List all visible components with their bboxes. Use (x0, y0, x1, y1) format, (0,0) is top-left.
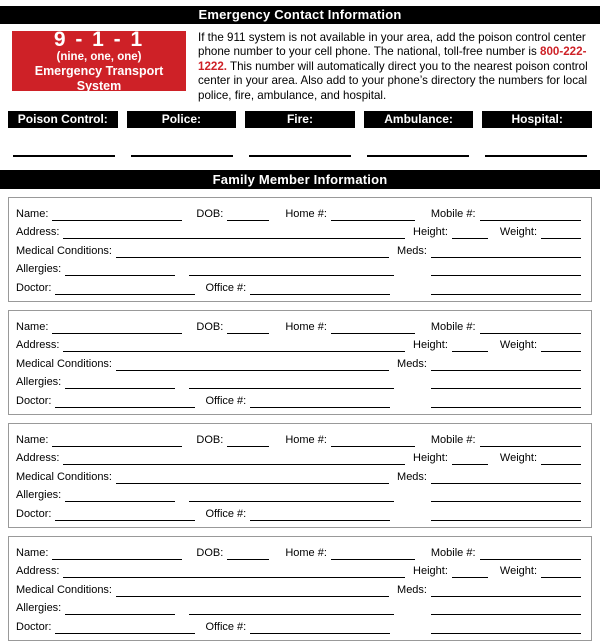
allergies-field-line[interactable] (65, 603, 175, 615)
allergies-label: Allergies: (16, 263, 62, 276)
name-field-line[interactable] (52, 548, 182, 560)
name-label: Name: (16, 546, 49, 559)
911-phonetic: (nine, one, one) (56, 51, 142, 63)
family-member-block (8, 423, 592, 528)
meds-label: Meds: (397, 470, 427, 483)
intro-text-after: This number will automatically direct you to the nearest poison control center in your area. Also add to your phone’s directory the numbers for local police, fire, ambulance, and hospital. (198, 59, 588, 102)
allergies-field-line[interactable] (65, 490, 175, 502)
meds-label: Meds: (397, 583, 427, 596)
mobile-phone-label: Mobile #: (430, 320, 476, 333)
name-label: Name: (16, 320, 49, 333)
section-header-family-member: Family Member Information (0, 170, 600, 189)
address-label: Address: (16, 565, 60, 578)
doctor-field-line[interactable] (55, 396, 195, 408)
height-field-line[interactable] (452, 566, 488, 578)
member-row-name (16, 315, 581, 334)
office-phone-label: Office #: (205, 620, 247, 633)
name-field-line[interactable] (52, 209, 182, 221)
dob-label: DOB: (196, 433, 224, 446)
member-row-allergies (16, 597, 581, 616)
police-label: Police: (127, 111, 237, 128)
allergies-label: Allergies: (16, 489, 62, 502)
doctor-label: Doctor: (16, 507, 52, 520)
name-field-line[interactable] (52, 322, 182, 334)
doctor-field-line[interactable] (55, 509, 195, 521)
doctor-field-line[interactable] (55, 622, 195, 634)
meds-continuation-line-2[interactable] (431, 396, 581, 408)
address-label: Address: (16, 339, 60, 352)
home-phone-label: Home #: (285, 207, 327, 220)
office-phone-field-line[interactable] (250, 622, 390, 634)
dob-label: DOB: (196, 320, 224, 333)
dob-field-line[interactable] (227, 435, 269, 447)
weight-field-line[interactable] (541, 227, 581, 239)
home-phone-label: Home #: (285, 320, 327, 333)
member-row-address (16, 221, 581, 240)
medical-conditions-field-line[interactable] (116, 585, 389, 597)
mobile-phone-field-line[interactable] (480, 209, 581, 221)
member-row-doctor (16, 502, 581, 521)
mobile-phone-label: Mobile #: (430, 207, 476, 220)
family-member-block (8, 536, 592, 641)
meds-continuation-line-2[interactable] (431, 622, 581, 634)
medical-conditions-field-line[interactable] (116, 246, 389, 258)
dob-label: DOB: (196, 546, 224, 559)
dob-field-line[interactable] (227, 322, 269, 334)
doctor-field-line[interactable] (55, 283, 195, 295)
dob-label: DOB: (196, 207, 224, 220)
address-label: Address: (16, 452, 60, 465)
poison-control-label: Poison Control: (8, 111, 118, 128)
allergies-field-line-2[interactable] (189, 264, 394, 276)
allergies-field-line-2[interactable] (189, 377, 394, 389)
mobile-phone-label: Mobile #: (430, 546, 476, 559)
height-label: Height: (413, 565, 448, 578)
name-field-line[interactable] (52, 435, 182, 447)
member-row-address (16, 447, 581, 466)
meds-continuation-line-2[interactable] (431, 283, 581, 295)
fire-number-line[interactable] (249, 155, 351, 157)
family-member-block (8, 197, 592, 302)
member-row-doctor (16, 389, 581, 408)
height-label: Height: (413, 339, 448, 352)
height-field-line[interactable] (452, 453, 488, 465)
weight-label: Weight: (499, 452, 537, 465)
contact-labels-row (8, 111, 592, 128)
member-row-doctor (16, 276, 581, 295)
weight-field-line[interactable] (541, 340, 581, 352)
weight-field-line[interactable] (541, 566, 581, 578)
meds-continuation-line[interactable] (431, 377, 581, 389)
dob-field-line[interactable] (227, 548, 269, 560)
911-system-label: Emergency Transport System (34, 64, 164, 93)
address-label: Address: (16, 226, 60, 239)
section-header-emergency-contact: Emergency Contact Information (0, 6, 600, 24)
home-phone-label: Home #: (285, 546, 327, 559)
height-label: Height: (413, 226, 448, 239)
allergies-field-line[interactable] (65, 264, 175, 276)
emergency-contact-form (0, 6, 600, 633)
meds-field-line[interactable] (431, 246, 581, 258)
intro-text-before: If the 911 system is not available in your area, add the poison control center phone number to your cell phone. The national, toll-free number is (198, 31, 586, 59)
poison-control-phone-number: 800-222-1222. (198, 45, 587, 73)
weight-field-line[interactable] (541, 453, 581, 465)
member-row-address (16, 334, 581, 353)
office-phone-field-line[interactable] (250, 396, 390, 408)
allergies-field-line-2[interactable] (189, 490, 394, 502)
weight-label: Weight: (499, 226, 537, 239)
member-row-medical (16, 578, 581, 597)
member-row-doctor (16, 615, 581, 634)
meds-field-line[interactable] (431, 585, 581, 597)
ambulance-number-line[interactable] (367, 155, 469, 157)
member-row-medical (16, 352, 581, 371)
home-phone-field-line[interactable] (331, 322, 415, 334)
intro-paragraph (198, 31, 590, 103)
member-row-allergies (16, 258, 581, 277)
weight-label: Weight: (499, 339, 537, 352)
address-field-line[interactable] (63, 566, 405, 578)
meds-continuation-line[interactable] (431, 603, 581, 615)
office-phone-label: Office #: (205, 394, 247, 407)
hospital-number-line[interactable] (485, 155, 587, 157)
meds-field-line[interactable] (431, 359, 581, 371)
ambulance-label: Ambulance: (364, 111, 474, 128)
member-row-medical (16, 465, 581, 484)
doctor-label: Doctor: (16, 282, 52, 294)
office-phone-label: Office #: (205, 282, 247, 294)
family-members-list (0, 197, 600, 641)
home-phone-field-line[interactable] (331, 209, 415, 221)
dob-field-line[interactable] (227, 209, 269, 221)
mobile-phone-label: Mobile #: (430, 433, 476, 446)
home-phone-field-line[interactable] (331, 435, 415, 447)
medical-conditions-label: Medical Conditions: (16, 357, 112, 370)
mobile-phone-field-line[interactable] (480, 322, 581, 334)
family-member-block (8, 310, 592, 415)
member-row-name (16, 541, 581, 560)
hospital-label: Hospital: (482, 111, 592, 128)
medical-conditions-field-line[interactable] (116, 359, 389, 371)
fire-label: Fire: (245, 111, 355, 128)
weight-label: Weight: (499, 565, 537, 578)
medical-conditions-label: Medical Conditions: (16, 470, 112, 483)
allergies-label: Allergies: (16, 376, 62, 389)
name-label: Name: (16, 433, 49, 446)
address-field-line[interactable] (63, 227, 405, 239)
mobile-phone-field-line[interactable] (480, 548, 581, 560)
doctor-label: Doctor: (16, 620, 52, 633)
medical-conditions-label: Medical Conditions: (16, 244, 112, 257)
doctor-label: Doctor: (16, 394, 52, 407)
911-number: 9 - 1 - 1 (53, 28, 145, 51)
member-row-allergies (16, 484, 581, 503)
police-number-line[interactable] (131, 155, 233, 157)
member-row-address (16, 560, 581, 579)
contact-number-lines-row (13, 155, 587, 157)
height-label: Height: (413, 452, 448, 465)
height-field-line[interactable] (452, 227, 488, 239)
height-field-line[interactable] (452, 340, 488, 352)
name-label: Name: (16, 207, 49, 220)
office-phone-label: Office #: (205, 507, 247, 520)
home-phone-label: Home #: (285, 433, 327, 446)
office-phone-field-line[interactable] (250, 509, 390, 521)
poison-control-number-line[interactable] (13, 155, 115, 157)
meds-continuation-line[interactable] (431, 264, 581, 276)
home-phone-field-line[interactable] (331, 548, 415, 560)
meds-label: Meds: (397, 244, 427, 257)
member-row-medical (16, 239, 581, 258)
address-field-line[interactable] (63, 340, 405, 352)
allergies-field-line[interactable] (65, 377, 175, 389)
allergies-label: Allergies: (16, 602, 62, 615)
intro-section (0, 24, 600, 103)
meds-continuation-line[interactable] (431, 490, 581, 502)
medical-conditions-field-line[interactable] (116, 472, 389, 484)
meds-field-line[interactable] (431, 472, 581, 484)
mobile-phone-field-line[interactable] (480, 435, 581, 447)
member-row-name (16, 428, 581, 447)
meds-continuation-line-2[interactable] (431, 509, 581, 521)
allergies-field-line-2[interactable] (189, 603, 394, 615)
medical-conditions-label: Medical Conditions: (16, 583, 112, 596)
address-field-line[interactable] (63, 453, 405, 465)
member-row-allergies (16, 371, 581, 390)
meds-label: Meds: (397, 357, 427, 370)
office-phone-field-line[interactable] (250, 283, 390, 295)
member-row-name (16, 202, 581, 221)
911-emergency-box (12, 28, 186, 93)
